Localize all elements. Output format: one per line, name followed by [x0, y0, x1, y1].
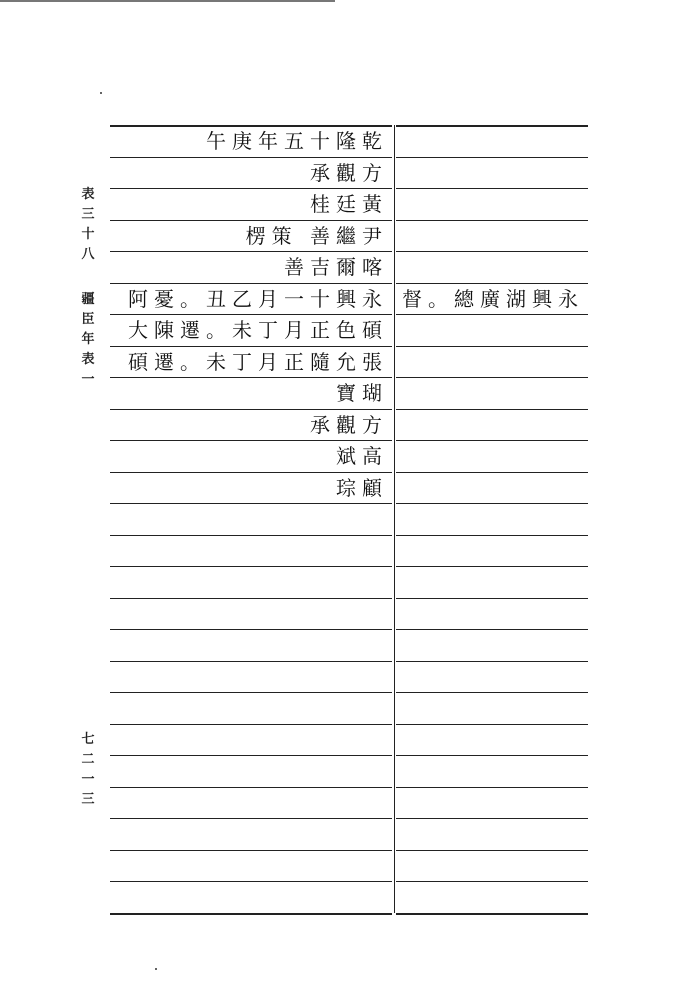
page-number: 七二一三: [81, 732, 95, 807]
left-row-rule: [110, 503, 392, 504]
left-cell-text: 寶瑚: [336, 381, 388, 405]
left-cell-text: 琮顧: [336, 476, 388, 500]
left-row-rule: [110, 850, 392, 851]
column-divider: [394, 125, 395, 913]
left-cell-text: 桂廷黃: [310, 192, 388, 216]
table-title-vertical: [78, 185, 98, 265]
right-cell-text: [400, 158, 584, 188]
table-subtitle: 疆臣年表一: [81, 292, 95, 387]
right-row-rule: [396, 755, 588, 756]
left-cell-text: 承觀方: [310, 161, 388, 185]
left-row-rule: [110, 692, 392, 693]
right-row-rule: [396, 850, 588, 851]
right-row-rule: [396, 818, 588, 819]
right-cell-text: 督。總廣湖興永: [402, 287, 584, 311]
left-row-rule: [110, 913, 392, 915]
right-cell-text: [400, 252, 584, 282]
right-row-rule: [396, 724, 588, 725]
table-subtitle-vertical: [78, 290, 98, 390]
left-row-rule: [110, 881, 392, 882]
right-cell-text: [400, 473, 584, 503]
left-cell-text: 善吉爾喀: [284, 255, 388, 279]
top-scan-rule: [0, 0, 335, 2]
right-cell-text: [400, 315, 584, 345]
right-row-rule: [396, 787, 588, 788]
right-cell-text: [400, 378, 584, 408]
right-row-rule: [396, 881, 588, 882]
left-cell-text: 大陳遷。未丁月正色碩: [128, 318, 388, 342]
right-row-rule: [396, 629, 588, 630]
left-cell-text: 阿憂。丑乙月一十興永: [128, 287, 388, 311]
left-row-rule: [110, 787, 392, 788]
scan-speck: [155, 968, 157, 970]
left-row-rule: [110, 724, 392, 725]
left-cell-text: 承觀方: [310, 413, 388, 437]
right-cell-text: [400, 441, 584, 471]
scan-speck: [100, 92, 102, 94]
left-row-rule: [110, 566, 392, 567]
right-row-rule: [396, 566, 588, 567]
right-row-rule: [396, 692, 588, 693]
right-row-rule: [396, 661, 588, 662]
right-cell-text: [400, 126, 584, 156]
left-cell-text: 楞策 善繼尹: [245, 224, 388, 248]
left-cell-text: 午庚年五十隆乾: [206, 129, 388, 153]
right-cell-text: [400, 221, 584, 251]
right-row-rule: [396, 535, 588, 536]
right-row-rule: [396, 913, 588, 915]
page-number-vertical: [78, 730, 98, 810]
right-cell-text: [400, 347, 584, 377]
left-cell-text: 斌高: [336, 444, 388, 468]
left-row-rule: [110, 535, 392, 536]
left-row-rule: [110, 629, 392, 630]
left-row-rule: [110, 755, 392, 756]
right-row-rule: [396, 503, 588, 504]
left-row-rule: [110, 598, 392, 599]
left-row-rule: [110, 661, 392, 662]
right-cell-text: [400, 410, 584, 440]
left-row-rule: [110, 818, 392, 819]
right-cell-text: [400, 189, 584, 219]
table-title: 表三十八: [81, 187, 95, 262]
left-cell-text: 碩遷。未丁月正隨允張: [128, 350, 388, 374]
right-row-rule: [396, 598, 588, 599]
